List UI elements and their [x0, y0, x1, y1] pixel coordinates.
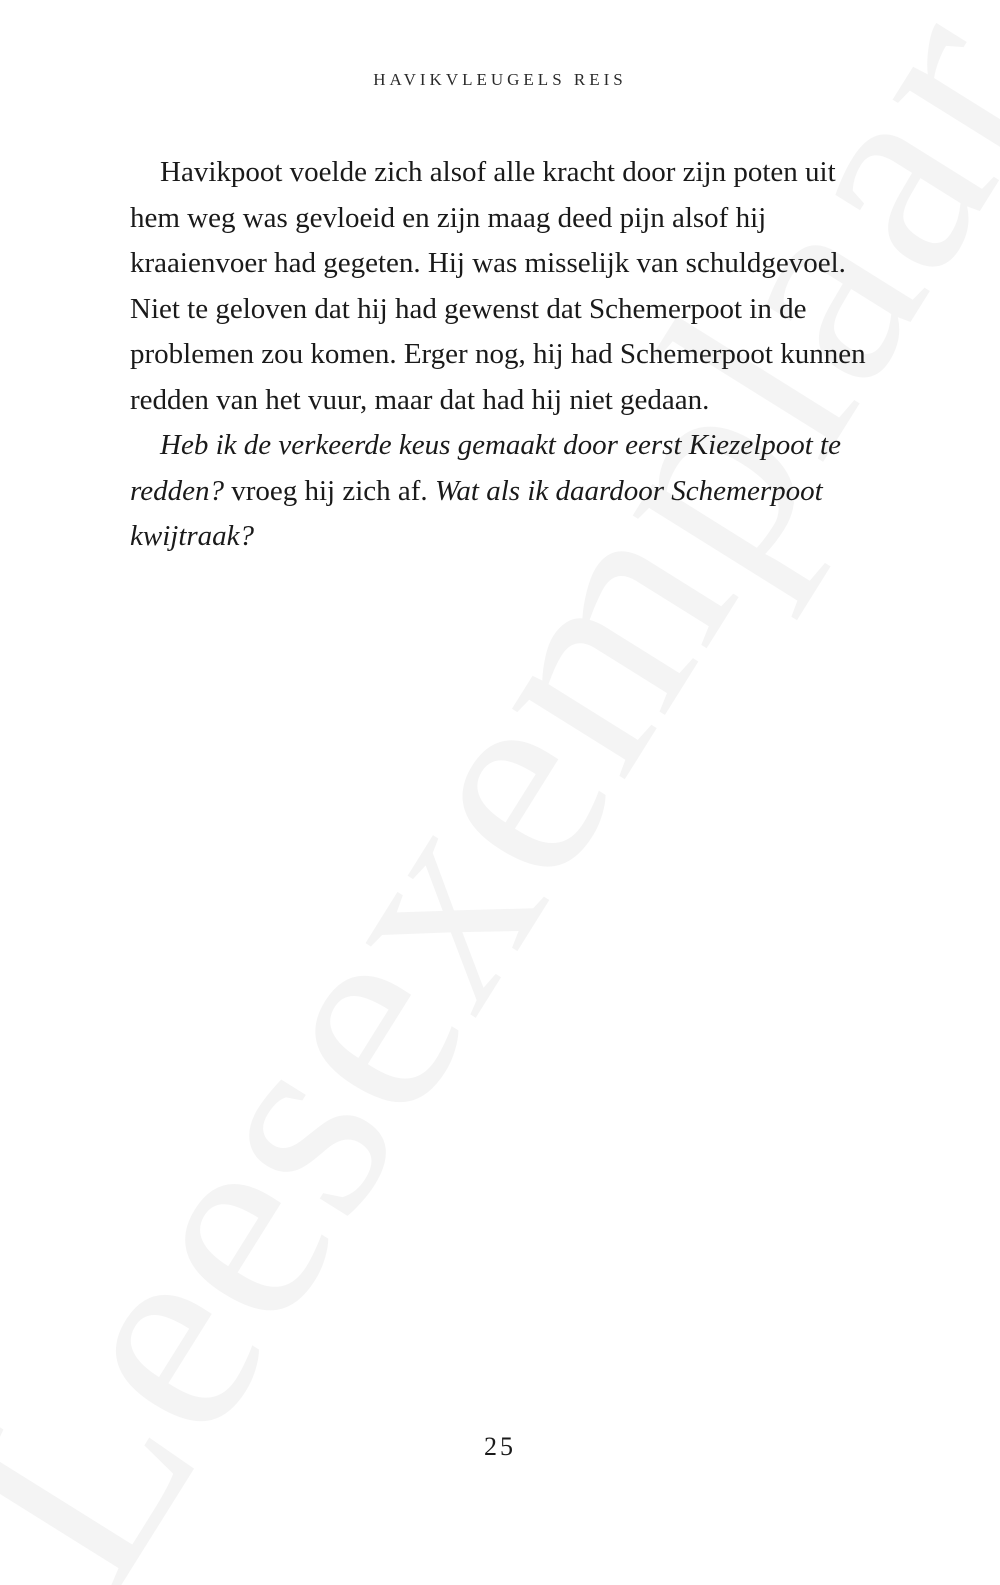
page-number: 25 [484, 1432, 516, 1461]
inner-thought-1: Heb ik de verkeerde keus gemaakt door eerst Kiezelpoot te redden? [130, 429, 841, 507]
body-text [130, 150, 870, 560]
running-head: HAVIKVLEUGELS REIS [373, 70, 627, 89]
paragraph-2 [130, 423, 870, 560]
paragraph-1: Havikpoot voelde zich alsof alle kracht door zijn poten uit hem weg was gevloeid en zijn maag deed pijn alsof hij kraaienvoer had gegeten. Hij was misselijk van schuldgevoel. Niet te geloven dat hij had gewenst dat Schemerpoot in de problemen zou komen. Erger nog, hij had Schemerpoot kunnen redden van het vuur, maar dat had hij niet gedaan. [130, 156, 866, 416]
narration: vroeg hij zich af. [223, 474, 435, 507]
inner-thought-2: Wat als ik daardoor Schemerpoot kwijtraak? [130, 474, 823, 552]
